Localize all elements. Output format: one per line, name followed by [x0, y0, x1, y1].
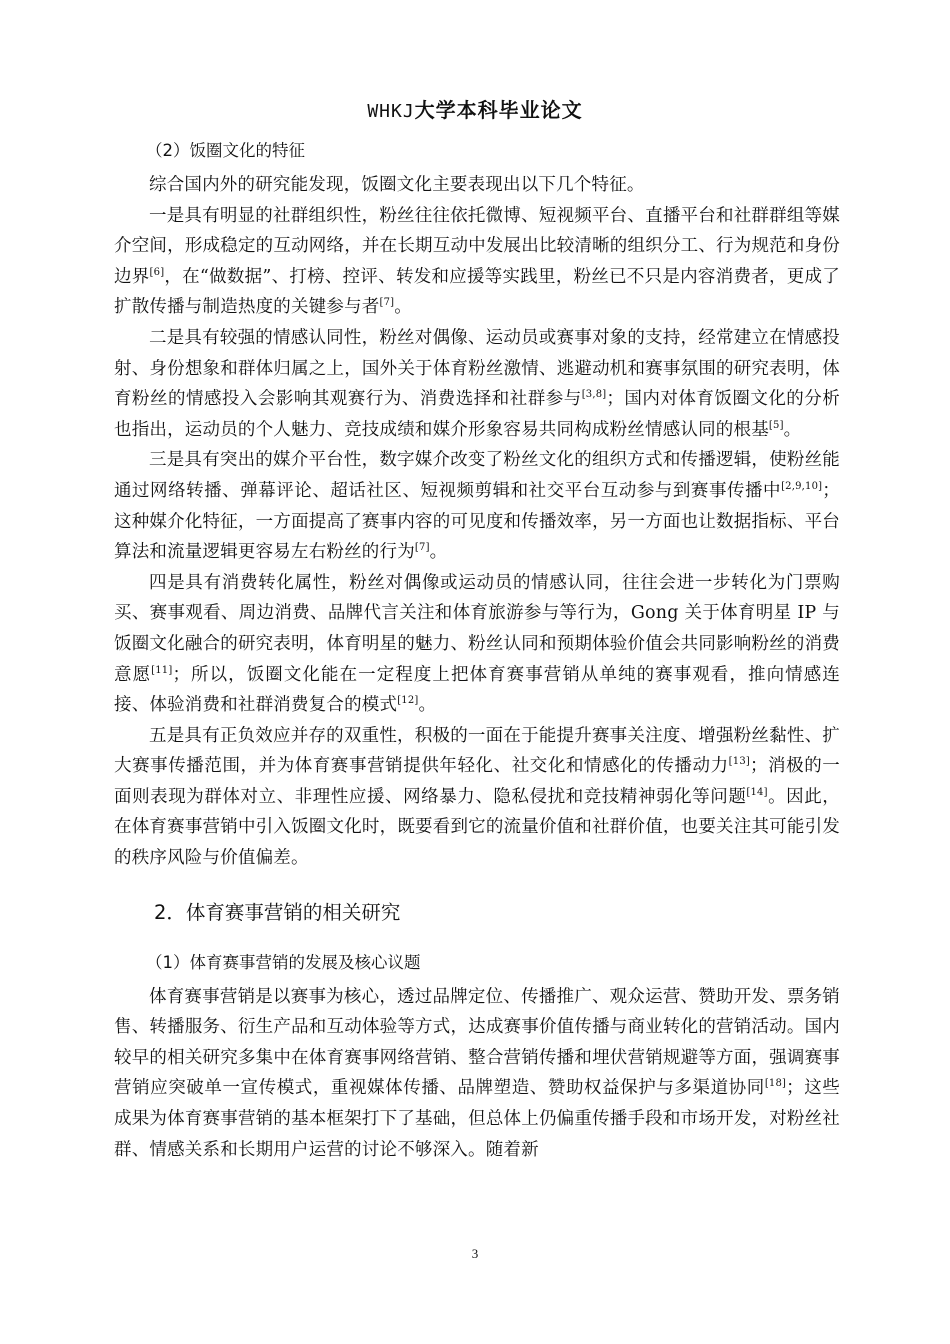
- paragraph-text: 三是具有突出的媒介平台性，数字媒介改变了粉丝文化的组织方式和传播逻辑，使粉丝能通过网络转播、弹幕评论、超话社区、短视频剪辑和社交平台互动参与到赛事传播中: [114, 450, 840, 501]
- citation: [12]: [397, 695, 419, 707]
- paragraph-text: ；消极的一面则表现为群体对立、非理性应援、网络暴力、隐私侵扰和竞技精神弱化等问题: [114, 756, 840, 807]
- header-prefix: WHKJ: [367, 101, 415, 122]
- paragraph: [114, 568, 840, 721]
- paragraph-text: 二是具有较强的情感认同性，粉丝对偶像、运动员或赛事对象的支持，经常建立在情感投射、身份想象和群体归属之上，国外关于体育粉丝激情、逃避动机和赛事氛围的研究表明，体育粉丝的情感投入会影响其观赛行为、消费选择和社群参与: [114, 327, 840, 410]
- paragraph: [114, 982, 840, 1166]
- paragraph-text: 综合国内外的研究能发现，饭圈文化主要表现出以下几个特征。: [149, 175, 645, 195]
- citation: [3,8]: [581, 389, 607, 401]
- page-number: 3: [471, 1246, 479, 1261]
- header-title-text: 大学本科毕业论文: [414, 98, 583, 122]
- paragraph-text: 。: [429, 542, 448, 563]
- citation: [11]: [151, 664, 173, 676]
- paragraph-text: ，在“做数据”、打榜、控评、转发和应援等实践里，粉丝已不只是内容消费者，更成了扩散传播与制造热度的关键参与者: [114, 266, 840, 318]
- paragraph-text: ；这种媒介化特征，一方面提高了赛事内容的可见度和传播效率，另一方面也让数据指标、平台算法和流量逻辑更容易左右粉丝的行为: [114, 480, 840, 563]
- paragraph-text: 体育赛事营销是以赛事为核心，透过品牌定位、传播推广、观众运营、赞助开发、票务销售、转播服务、衍生产品和互动体验等方式，达成赛事价值传播与商业转化的营销活动。国内较早的相关研究多集中在体育赛事网络营销、整合营销传播和埋伏营销规避等方面，强调赛事营销应突破单一宣传模式，重视媒体传播、品牌塑造、赞助权益保护与多渠道协同: [114, 986, 840, 1099]
- paragraph-text: 。因此，在体育赛事营销中引入饭圈文化时，既要看到它的流量价值和社群价值，也要关注其可能引发的秩序风险与价值偏差。: [114, 786, 840, 869]
- citation: [2,9,10]: [781, 481, 823, 493]
- citation: [18]: [764, 1078, 787, 1090]
- subsection-heading: （2）饭圈文化的特征: [146, 141, 305, 160]
- paragraph-text: 。: [394, 297, 412, 318]
- paragraph-text: ；这些成果为体育赛事营销的基本框架打下了基础，但总体上仍偏重传播手段和市场开发，对粉丝社群、情感关系和长期用户运营的讨论不够深入。随着新: [114, 1078, 840, 1160]
- citation: [6]: [149, 266, 165, 278]
- paragraph: [114, 201, 840, 323]
- section-heading: 2．体育赛事营销的相关研究: [154, 900, 401, 924]
- paragraph: [114, 170, 840, 201]
- paragraph: [114, 445, 840, 567]
- paragraph-text: ；国内对体育饭圈文化的分析也指出，运动员的个人魅力、竞技成绩和媒介形象容易共同构成粉丝情感认同的根基: [114, 389, 840, 440]
- citation: [7]: [414, 542, 430, 554]
- body-content: [114, 136, 840, 1165]
- paragraph-group-1: [114, 170, 840, 874]
- paragraph-text: 一是具有明显的社群组织性，粉丝往往依托微博、短视频平台、直播平台和社群群组等媒介空间，形成稳定的互动网络，并在长期互动中发展出比较清晰的组织分工、行为规范和身份边界: [114, 205, 840, 287]
- paragraph-text: 五是具有正负效应并存的双重性，积极的一面在于能提升赛事关注度、增强粉丝黏性、扩大赛事传播范围，并为体育赛事营销提供年轻化、社交化和情感化的传播动力: [114, 725, 840, 777]
- thesis-header: [0, 94, 950, 123]
- subsection-heading: （1）体育赛事营销的发展及核心议题: [146, 952, 421, 972]
- citation: [14]: [746, 787, 768, 799]
- citation: [7]: [379, 297, 395, 309]
- paragraph-group-2: [114, 982, 840, 1166]
- paragraph-text: ；所以，饭圈文化能在一定程度上把体育赛事营销从单纯的赛事观看，推向情感连接、体验消费和社群消费复合的模式: [114, 664, 840, 716]
- paragraph: [114, 323, 840, 445]
- paragraph-text: 四是具有消费转化属性，粉丝对偶像或运动员的情感认同，往往会进一步转化为门票购买、赛事观看、周边消费、品牌代言关注和体育旅游参与等行为，Gong 关于体育明星 IP 与饭圈文化融合的研究表明，体育明星的魅力、粉丝认同和预期体验价值会共同影响粉丝的消费意愿: [114, 572, 840, 685]
- paragraph-text: 。: [783, 419, 802, 440]
- paragraph: [114, 721, 840, 874]
- citation: [5]: [768, 419, 784, 431]
- citation: [13]: [728, 756, 750, 768]
- paragraph-text: 。: [418, 695, 437, 716]
